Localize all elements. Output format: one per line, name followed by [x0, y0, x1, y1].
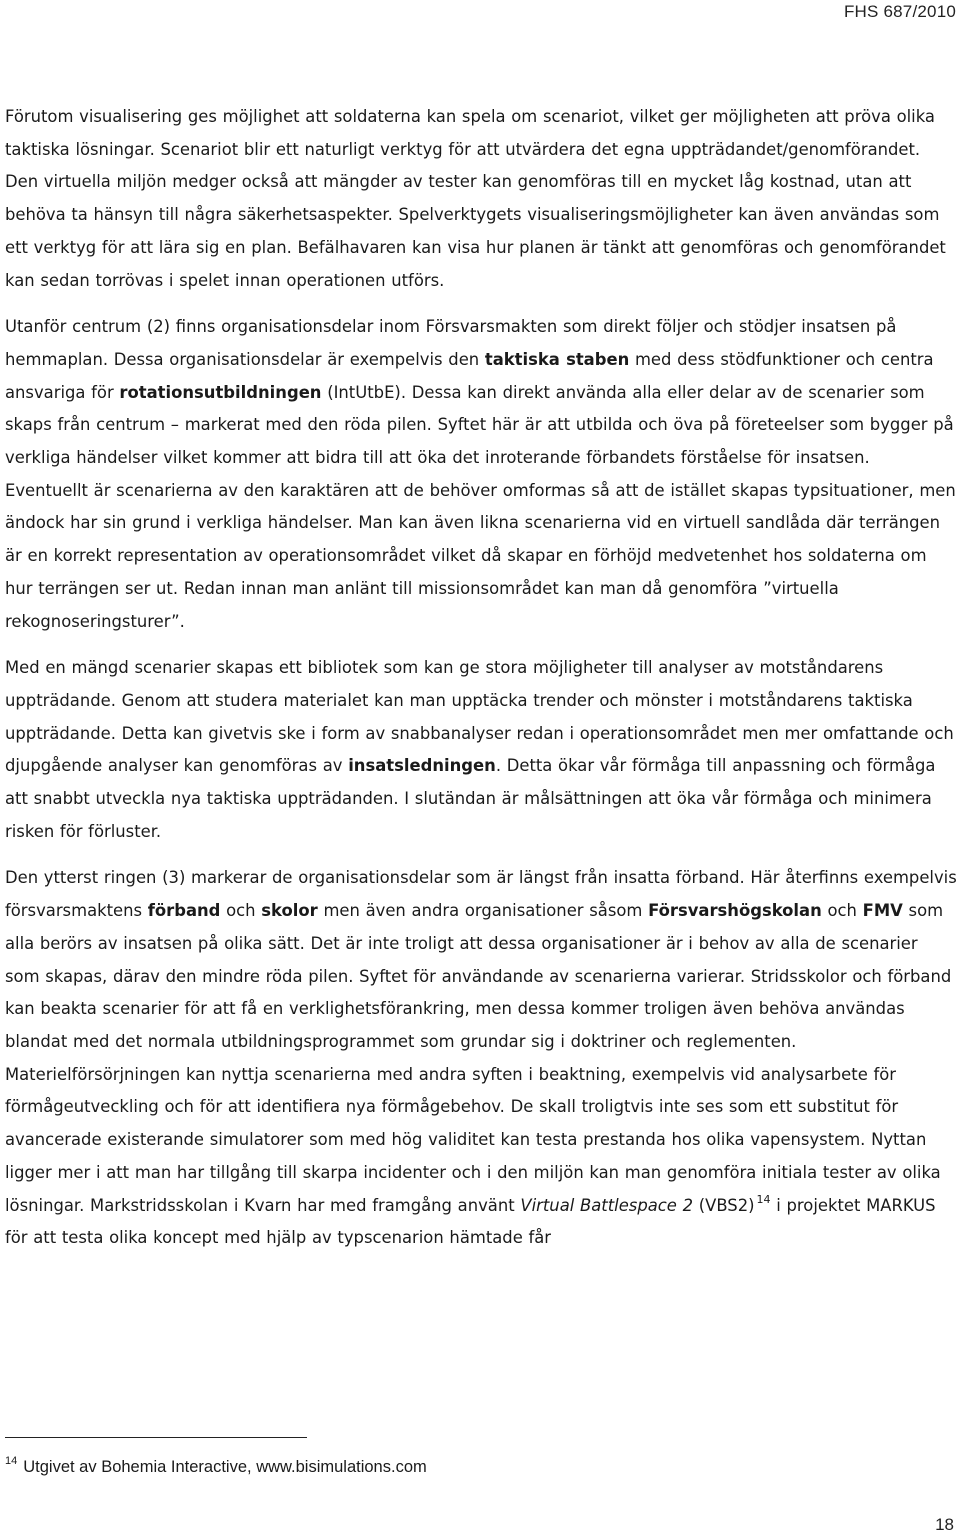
bold-term-fmv: FMV	[862, 901, 903, 921]
paragraph-utanfor-centrum	[5, 311, 957, 638]
text-run: med dess stödfunktioner och centra ansvariga för	[5, 349, 934, 402]
italic-title-vbs2: Virtual Battlespace 2	[520, 1195, 694, 1215]
footnote	[5, 1455, 427, 1477]
footnote-reference[interactable]: 14	[756, 1192, 771, 1206]
text-run: . Detta ökar vår förmåga till anpassning och förmåga att snabbt utveckla nya taktiska uppträdanden. I slutändan är målsättningen att öka vår förmåga och minimera risken för förluster.	[5, 756, 936, 841]
paragraph-visualisering: Förutom visualisering ges möjlighet att soldaterna kan spela om scenariot, vilket ger möjligheten att pröva olika taktiska lösningar. Scenariot blir ett naturligt verktyg för att utvärdera det egna uppträdandet/genomförandet. Den virtuella miljön medger också att mängder av tester kan genomföras till en mycket låg kostnad, utan att behöva ta hänsyn till några säkerhetsaspekter. Spelverktygets visualiseringsmöjligheter kan även användas som ett verktyg för att lära sig en plan. Befälhavaren kan visa hur planen är tänkt att genomföras och genomförandet kan sedan torrövas i spelet innan operationen utförs.	[5, 107, 946, 290]
text-run: och	[220, 901, 262, 921]
bold-term-rotationsutbildningen: rotationsutbildningen	[119, 382, 322, 402]
page-body	[5, 101, 957, 1255]
footnote-number: 14	[5, 1455, 18, 1467]
bold-term-forband: förband	[147, 901, 221, 921]
paragraph-ytterst-ringen	[5, 862, 957, 1254]
bold-term-taktiska-staben: taktiska staben	[484, 349, 630, 369]
text-run: Med en mängd scenarier skapas ett bibliotek som kan ge stora möjligheter till analyser av motståndarens uppträdande. Genom att studera materialet kan man upptäcka trender och mönster i motståndarens taktiska uppträdande. Detta kan givetvis ske i form av snabbanalyser redan i operationsområdet men mer omfattande och djupgående analyser kan genomföras av	[5, 658, 954, 776]
text-run: som alla berörs av insatsen på olika sätt. Det är inte troligt att dessa organisationer är i behov av alla de scenarier som skapas, därav den mindre röda pilen. Syftet för användande av scenarierna varierar. Stridsskolor och förband kan beakta scenarier för att få en verklighetsförankring, men dessa kommer troligen även behöva användas blandat med det normala utbildningsprogrammet som grundar sig i doktriner och reglementen. Materielförsörjningen kan nyttja scenarierna med andra syften i beaktning, exempelvis vid analysarbete för förmågeutveckling och för att identifiera nya förmågebehov. De skall troligtvis inte ses som ett substitut för avancerade existerande simulatorer som med hög validitet kan testa prestanda hos olika vapensystem. Nyttan ligger mer i att man har tillgång till skarpa incidenter och i den miljön kan man genomföra initiala tester av olika lösningar. Markstridsskolan i Kvarn har med framgång använt	[5, 901, 952, 1215]
text-run: (IntUtbE). Dessa kan direkt använda alla eller delar av de scenarier som skaps från centrum – markerat med den röda pilen. Syftet här är att utbilda och öva på företeelser som bygger på verkliga händelser vilket kommer att bidra till att öka det inroterande förbandets förståelse för insatsen. Eventuellt är scenarierna av den karaktären att de behöver omformas så att de istället skapas typsituationer, men ändock har sin grund i verkliga händelser. Man kan även likna scenarierna vid en virtuell sandlåda där terrängen är en korrekt representation av operationsområdet vilket då skapar en förhöjd medvetenhet hos soldaterna om hur terrängen ser ut. Redan innan man anlänt till missionsområdet kan man då genomföra ”virtuella rekognoseringsturer”.	[5, 382, 956, 631]
text-run: (VBS2)	[693, 1195, 755, 1215]
document-id: FHS 687/2010	[843, 2, 956, 21]
text-run: men även andra organisationer såsom	[317, 901, 649, 921]
paragraph-bibliotek	[5, 652, 957, 848]
text-run: Utanför centrum (2) finns organisationsdelar inom Försvarsmakten som direkt följer och stödjer insatsen på hemmaplan. Dessa organisationsdelar är exempelvis den	[5, 317, 897, 369]
bold-term-insatsledningen: insatsledningen	[348, 756, 496, 776]
footnote-text: Utgivet av Bohemia Interactive, www.bisimulations.com	[23, 1458, 427, 1476]
bold-term-skolor: skolor	[261, 901, 318, 921]
footnote-separator	[5, 1437, 307, 1438]
text-run: och	[821, 901, 863, 921]
text-run: Den ytterst ringen (3) markerar de organisationsdelar som är längst från insatta förband. Här återfinns exempelvis försvarsmaktens	[5, 868, 957, 921]
text-run: i projektet MARKUS för att testa olika koncept med hjälp av typscenarion hämtade får	[5, 1195, 936, 1248]
bold-term-forsvarshogskolan: Försvarshögskolan	[648, 901, 822, 921]
page-number: 18	[935, 1515, 954, 1534]
